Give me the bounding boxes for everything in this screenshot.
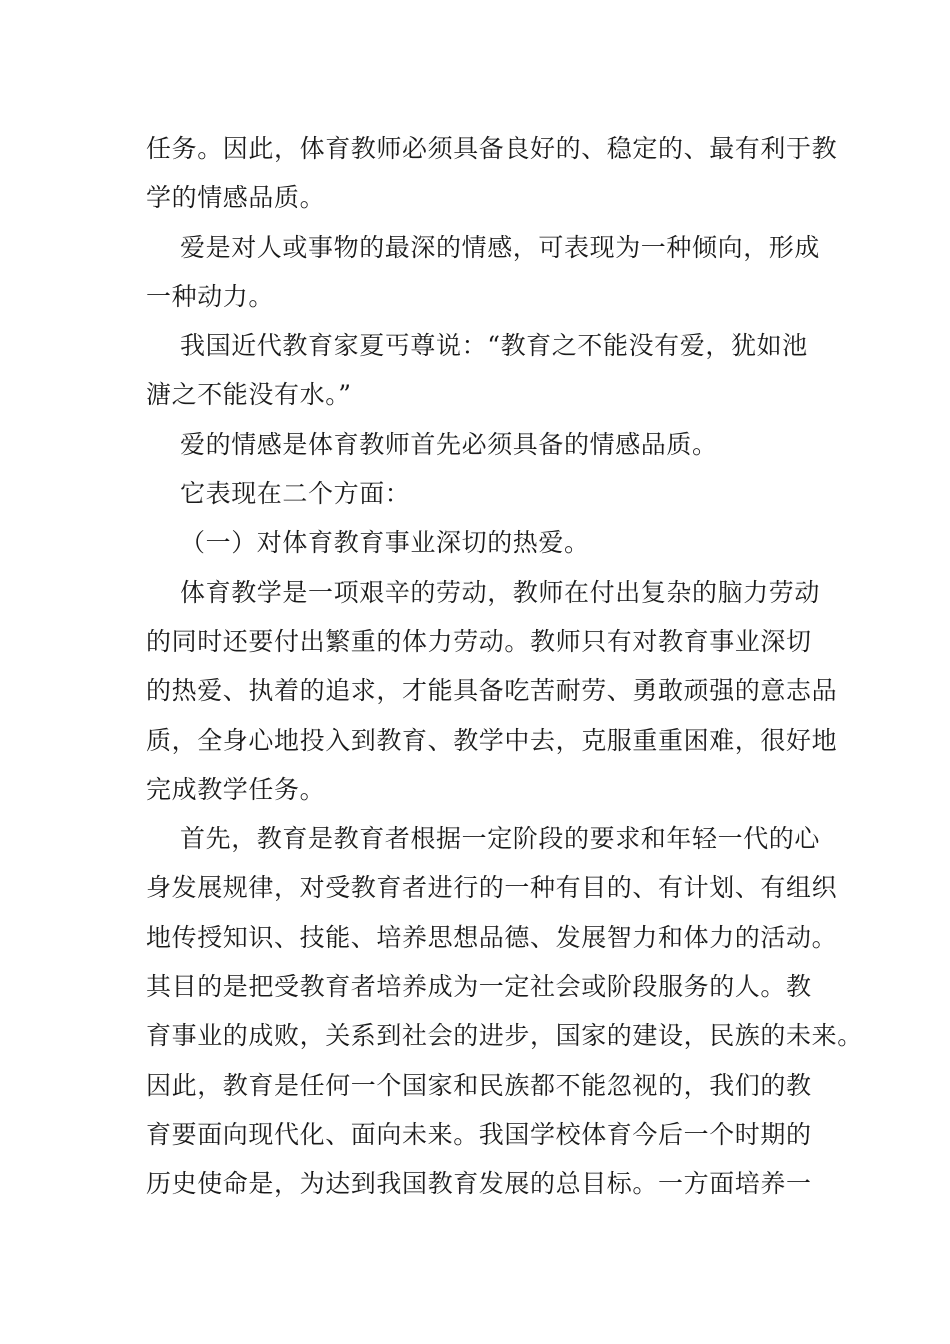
text-line-17: 地传授知识、技能、培养思想品德、发展智力和体力的活动。 <box>146 922 838 952</box>
text-line-5: 我国近代教育家夏丐尊说：“教育之不能没有爱，犹如池 <box>180 331 808 361</box>
text-line-10: 体育教学是一项艰辛的劳动，教师在付出复杂的脑力劳动 <box>180 577 821 607</box>
text-line-7: 爱的情感是体育教师首先必须具备的情感品质。 <box>180 429 718 459</box>
text-line-6: 溏之不能没有水。” <box>146 380 352 410</box>
document-body <box>146 124 863 1209</box>
text-line-2: 学的情感品质。 <box>146 183 326 213</box>
text-line-22: 历史使命是，为达到我国教育发展的总目标。一方面培养一 <box>146 1169 812 1199</box>
text-line-4: 一种动力。 <box>146 281 275 311</box>
text-line-12: 的热爱、执着的追求，才能具备吃苦耐劳、勇敢顽强的意志品 <box>146 676 838 706</box>
text-line-9: （一）对体育教育事业深切的热爱。 <box>180 528 590 558</box>
text-line-14: 完成教学任务。 <box>146 774 326 804</box>
text-line-15: 首先，教育是教育者根据一定阶段的要求和年轻一代的心 <box>180 824 821 854</box>
text-line-16: 身发展规律，对受教育者进行的一种有目的、有计划、有组织 <box>146 873 838 903</box>
text-line-3: 爱是对人或事物的最深的情感，可表现为一种倾向，形成 <box>180 232 821 262</box>
text-line-8: 它表现在二个方面： <box>180 479 411 509</box>
text-line-1: 任务。因此，体育教师必须具备良好的、稳定的、最有利于教 <box>146 134 838 163</box>
text-line-11: 的同时还要付出繁重的体力劳动。教师只有对教育事业深切 <box>146 626 812 656</box>
text-line-20: 因此，教育是任何一个国家和民族都不能忽视的，我们的教 <box>146 1070 812 1100</box>
text-line-21: 育要面向现代化、面向未来。我国学校体育今后一个时期的 <box>146 1119 812 1149</box>
text-line-18: 其目的是把受教育者培养成为一定社会或阶段服务的人。教 <box>146 972 812 1002</box>
text-line-19: 育事业的成败，关系到社会的进步，国家的建设，民族的未来。 <box>146 1021 863 1051</box>
text-line-13: 质，全身心地投入到教育、教学中去，克服重重困难，很好地 <box>146 725 838 755</box>
